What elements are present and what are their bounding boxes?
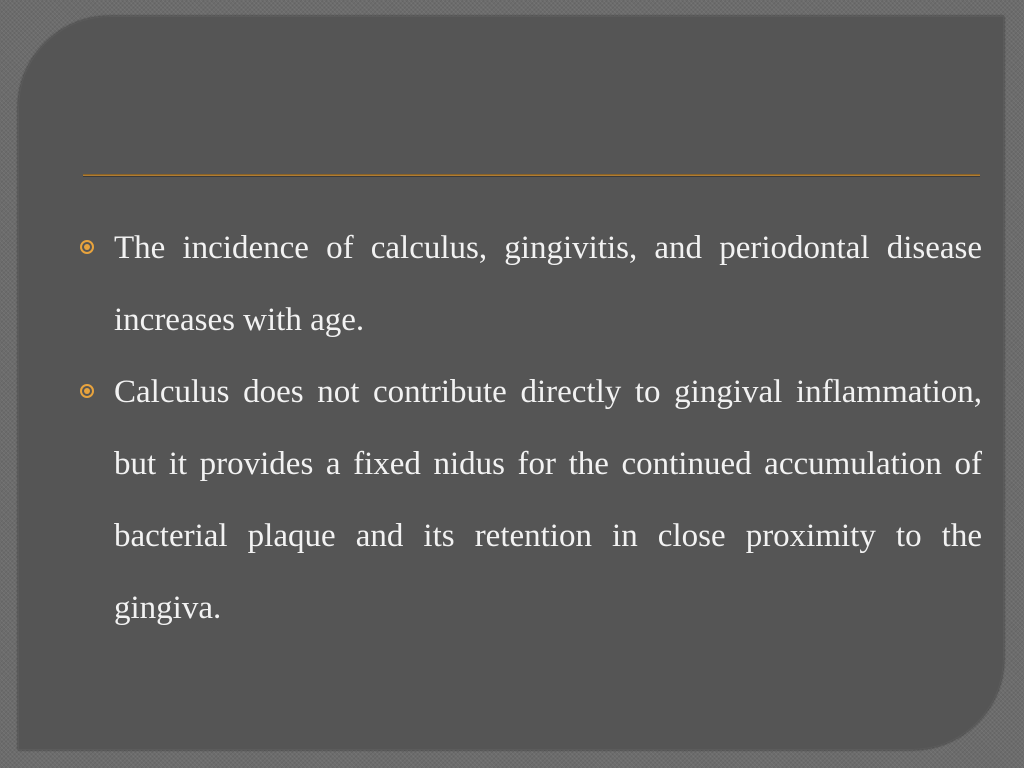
circle-dot-bullet-icon	[80, 240, 94, 254]
bullet-item	[78, 356, 982, 644]
bullet-text: Calculus does not contribute directly to gingival inflammation, but it provides a fixed nidus for the continued accumulation of bacterial plaque and its retention in close proximity to the gingiva.	[114, 374, 982, 626]
bullet-item	[78, 212, 982, 356]
slide-panel	[18, 16, 1004, 750]
bullet-text: The incidence of calculus, gingivitis, and periodontal disease increases with age.	[114, 230, 982, 338]
circle-dot-bullet-icon	[80, 384, 94, 398]
title-divider	[83, 174, 980, 177]
bullet-list	[78, 212, 982, 644]
